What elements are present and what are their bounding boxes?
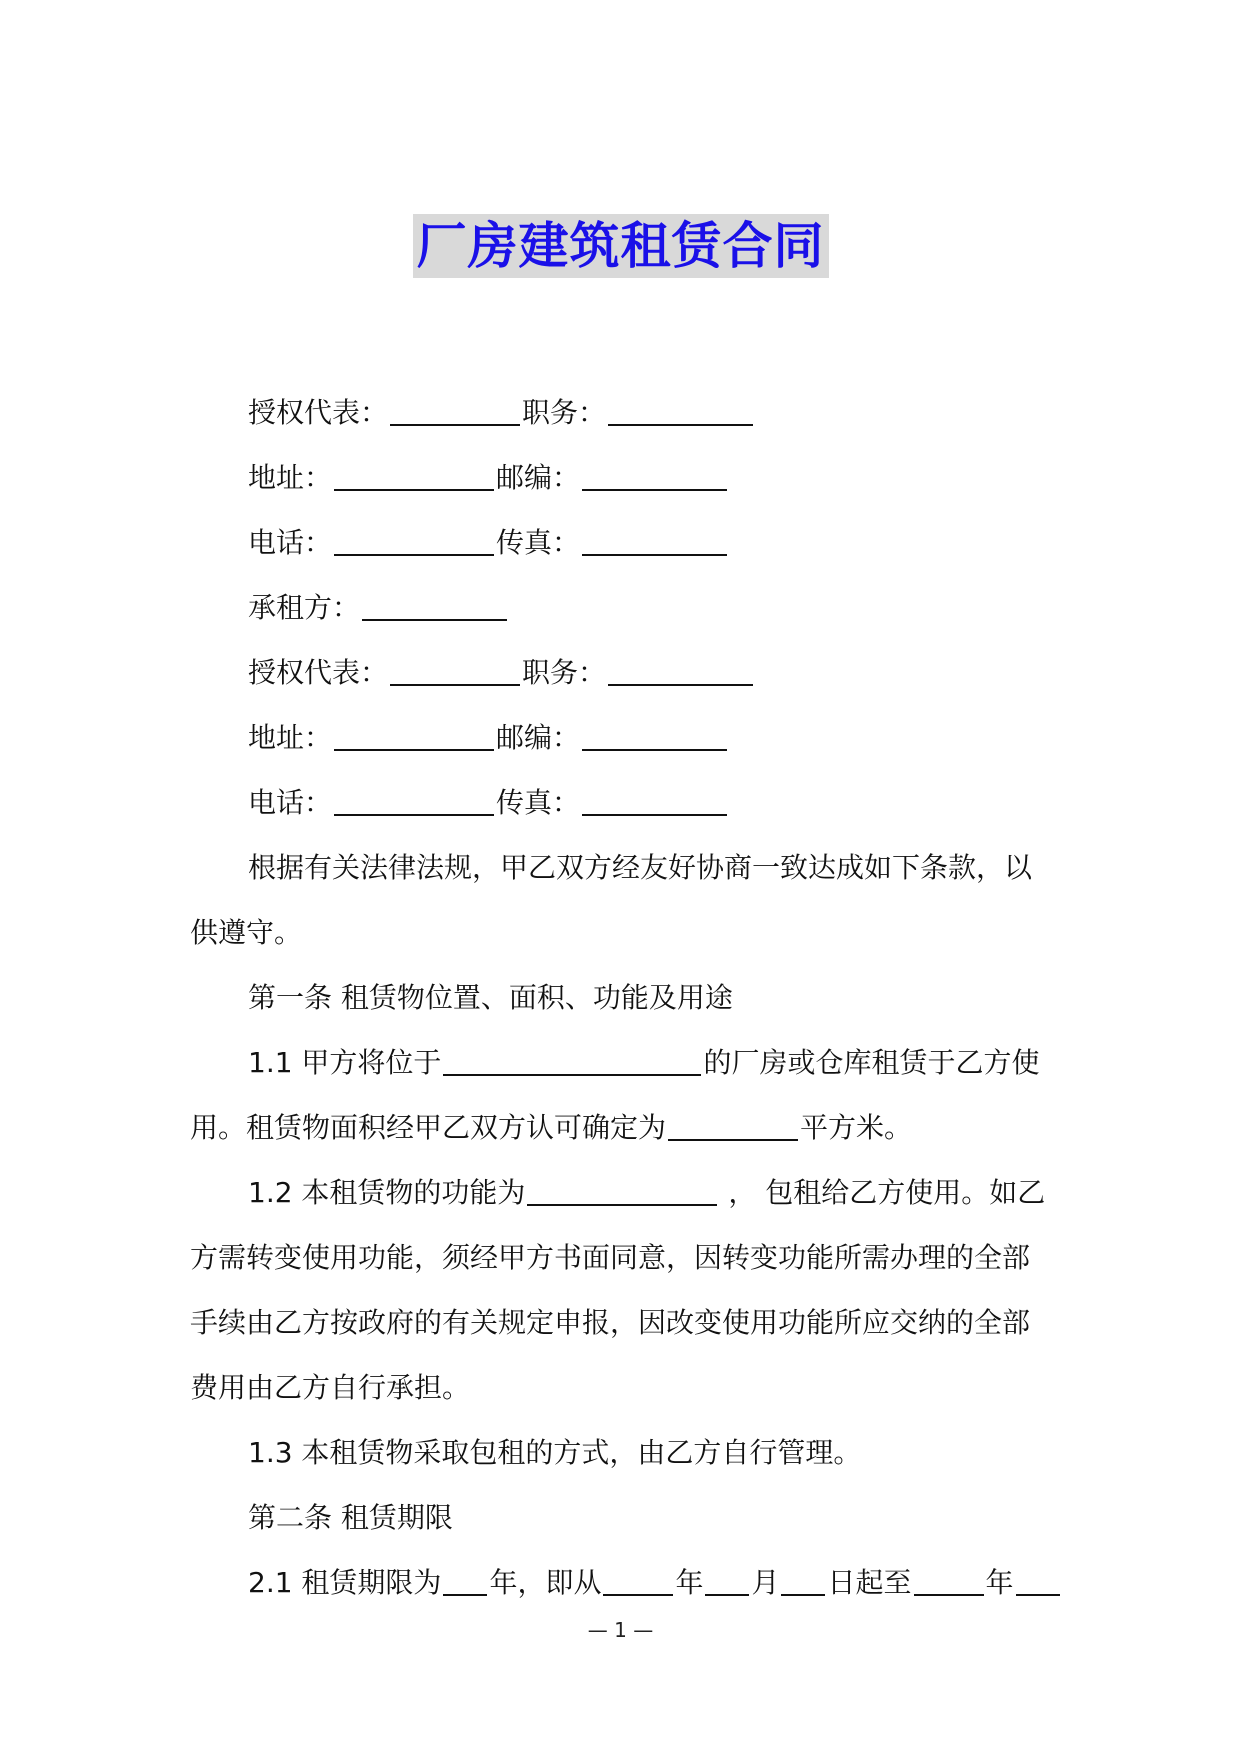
years-blank — [443, 1566, 487, 1596]
fax-blank — [582, 786, 727, 816]
clause-1-2-line-3: 手续由乙方按政府的有关规定申报，因改变使用功能所应交纳的全部 — [190, 1306, 1031, 1339]
clause-1-2-line-4: 费用由乙方自行承担。 — [190, 1371, 471, 1404]
clause-text: 本租赁物的功能为 — [292, 1176, 526, 1209]
clause-text: 月 — [751, 1566, 780, 1599]
start-month-blank — [705, 1566, 749, 1596]
document-body — [190, 380, 1060, 1615]
clause-text: 平方米。 — [800, 1111, 913, 1144]
rep-blank — [390, 656, 520, 686]
lessee-phone-line — [190, 770, 1060, 835]
phone-label: 电话： — [248, 786, 333, 819]
article-2-title: 第二条 租赁期限 — [248, 1501, 453, 1534]
postcode-label: 邮编： — [496, 461, 581, 494]
page-number: — 1 — — [587, 1618, 654, 1642]
phone-label: 电话： — [248, 526, 333, 559]
area-blank — [668, 1111, 798, 1141]
clause-text: 年 — [675, 1566, 704, 1599]
lessor-phone-line — [190, 510, 1060, 575]
title-wrapper — [0, 214, 1241, 278]
lessor-rep-line — [190, 380, 1060, 445]
clause-1-1-line-2 — [190, 1095, 1060, 1160]
clause-1-3 — [190, 1420, 1060, 1485]
lessee-rep-line — [190, 640, 1060, 705]
clause-text: 的厂房或仓库租赁于乙方使 — [703, 1046, 1040, 1079]
address-blank — [334, 721, 494, 751]
document-title: 厂房建筑租赁合同 — [413, 214, 829, 278]
postcode-blank — [582, 461, 727, 491]
start-year-blank — [603, 1566, 673, 1596]
address-label: 地址： — [248, 461, 333, 494]
function-blank — [527, 1176, 717, 1206]
location-blank — [443, 1046, 701, 1076]
clause-1-1-line-1 — [190, 1030, 1060, 1095]
lessee-address-line — [190, 705, 1060, 770]
phone-blank — [334, 786, 494, 816]
postcode-label: 邮编： — [496, 721, 581, 754]
lessor-address-line — [190, 445, 1060, 510]
position-blank — [608, 656, 753, 686]
lessee-label: 承租方： — [248, 591, 361, 624]
clause-text: 年 — [985, 1566, 1014, 1599]
article-1-title: 第一条 租赁物位置、面积、功能及用途 — [248, 981, 733, 1014]
clause-number: 1.3 — [248, 1436, 293, 1469]
preamble-line-2: 供遵守。 — [190, 916, 303, 949]
end-year-blank — [914, 1566, 984, 1596]
position-label: 职务： — [522, 396, 607, 429]
rep-label: 授权代表： — [248, 656, 389, 689]
clause-number: 1.1 — [248, 1046, 293, 1079]
position-blank — [608, 396, 753, 426]
clause-text: ， 包租给乙方使用。如乙 — [719, 1176, 1046, 1209]
clause-text: 租赁期限为 — [292, 1566, 442, 1599]
lessee-blank — [362, 591, 507, 621]
preamble-line-1: 根据有关法律法规，甲乙双方经友好协商一致达成如下条款，以 — [248, 851, 1033, 884]
clause-1-2-line-2: 方需转变使用功能，须经甲方书面同意，因转变功能所需办理的全部 — [190, 1241, 1031, 1274]
position-label: 职务： — [522, 656, 607, 689]
fax-label: 传真： — [496, 526, 581, 559]
fax-blank — [582, 526, 727, 556]
address-blank — [334, 461, 494, 491]
rep-blank — [390, 396, 520, 426]
phone-blank — [334, 526, 494, 556]
clause-number: 2.1 — [248, 1566, 293, 1599]
lessee-line — [190, 575, 1060, 640]
clause-2-1-line-1 — [190, 1550, 1060, 1615]
start-day-blank — [781, 1566, 825, 1596]
clause-text: 本租赁物采取包租的方式，由乙方自行管理。 — [292, 1436, 862, 1469]
fax-label: 传真： — [496, 786, 581, 819]
clause-text: 用。租赁物面积经甲乙双方认可确定为 — [190, 1111, 667, 1144]
rep-label: 授权代表： — [248, 396, 389, 429]
address-label: 地址： — [248, 721, 333, 754]
clause-text: 年，即从 — [489, 1566, 602, 1599]
clause-number: 1.2 — [248, 1176, 293, 1209]
clause-text: 日起至 — [827, 1566, 912, 1599]
clause-text: 甲方将位于 — [292, 1046, 442, 1079]
postcode-blank — [582, 721, 727, 751]
end-month-blank — [1016, 1566, 1060, 1596]
clause-1-2-line-1 — [190, 1160, 1060, 1225]
